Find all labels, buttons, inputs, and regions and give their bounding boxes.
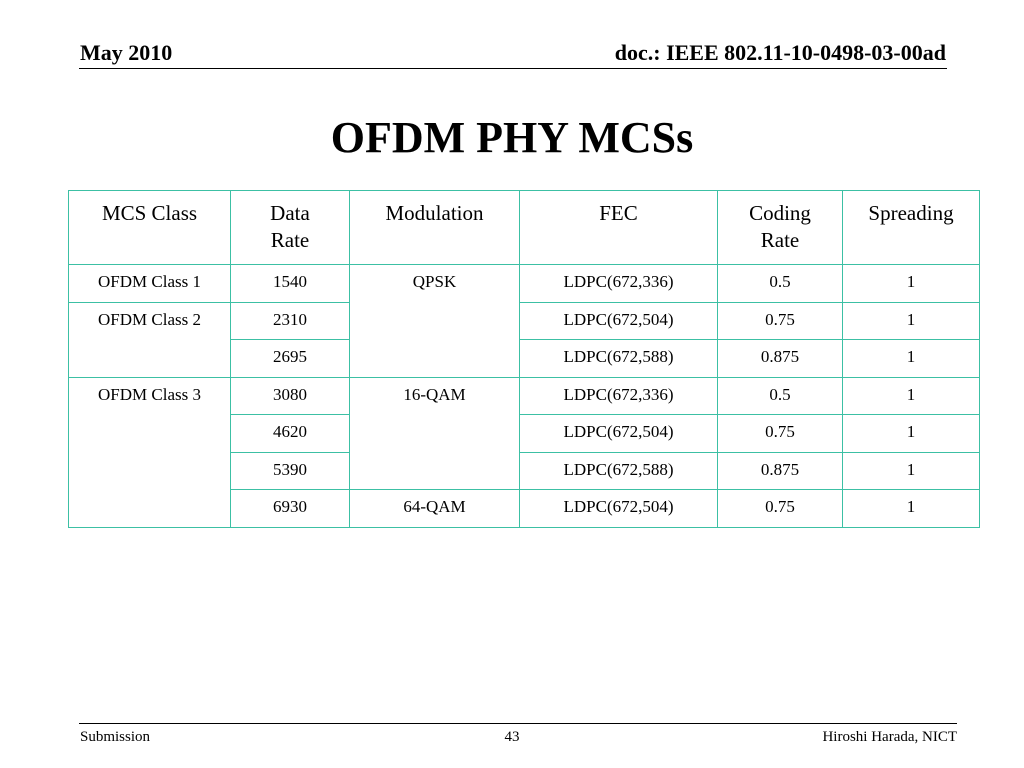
mcs-class-cell: OFDM Class 3 [69,377,231,527]
fec-cell: LDPC(672,336) [520,265,718,303]
data-rate-cell: 5390 [231,452,350,490]
spreading-cell: 1 [843,415,980,453]
spreading-cell: 1 [843,490,980,528]
data-rate-cell: 6930 [231,490,350,528]
fec-cell: LDPC(672,588) [520,340,718,378]
spreading-cell: 1 [843,377,980,415]
header-divider [79,68,947,69]
fec-cell: LDPC(672,588) [520,452,718,490]
data-rate-cell: 4620 [231,415,350,453]
col-header-fec: FEC [520,191,718,265]
col-header-modulation: Modulation [350,191,520,265]
mcs-table [68,190,980,528]
footer-page-number: 43 [504,729,520,745]
table-header-row [69,191,980,265]
spreading-cell: 1 [843,302,980,340]
fec-cell: LDPC(672,504) [520,490,718,528]
col-header-coding-rate: Coding Rate [718,191,843,265]
data-rate-cell: 1540 [231,265,350,303]
coding-rate-cell: 0.75 [718,490,843,528]
fec-cell: LDPC(672,336) [520,377,718,415]
fec-cell: LDPC(672,504) [520,302,718,340]
modulation-cell: 64-QAM [350,490,520,528]
spreading-cell: 1 [843,340,980,378]
modulation-cell: 16-QAM [350,377,520,490]
footer-submission: Submission [80,729,151,745]
coding-rate-cell: 0.5 [718,377,843,415]
coding-rate-cell: 0.875 [718,452,843,490]
modulation-cell: QPSK [350,265,520,378]
footer-author: Hiroshi Harada, NICT [822,729,957,745]
col-header-spreading: Spreading [843,191,980,265]
coding-rate-cell: 0.75 [718,302,843,340]
mcs-class-cell: OFDM Class 2 [69,302,231,377]
footer-divider [79,723,957,724]
table-row [69,302,980,340]
data-rate-cell: 2695 [231,340,350,378]
table-row [69,265,980,303]
coding-rate-cell: 0.75 [718,415,843,453]
coding-rate-cell: 0.875 [718,340,843,378]
coding-rate-cell: 0.5 [718,265,843,303]
fec-cell: LDPC(672,504) [520,415,718,453]
col-header-mcs-class: MCS Class [69,191,231,265]
header-date: May 2010 [80,40,173,65]
spreading-cell: 1 [843,452,980,490]
mcs-class-cell: OFDM Class 1 [69,265,231,303]
col-header-data-rate: Data Rate [231,191,350,265]
slide-title: OFDM PHY MCSs [330,113,694,162]
table-row [69,377,980,415]
spreading-cell: 1 [843,265,980,303]
data-rate-cell: 2310 [231,302,350,340]
header-doc-id: doc.: IEEE 802.11-10-0498-03-00ad [614,40,946,65]
data-rate-cell: 3080 [231,377,350,415]
